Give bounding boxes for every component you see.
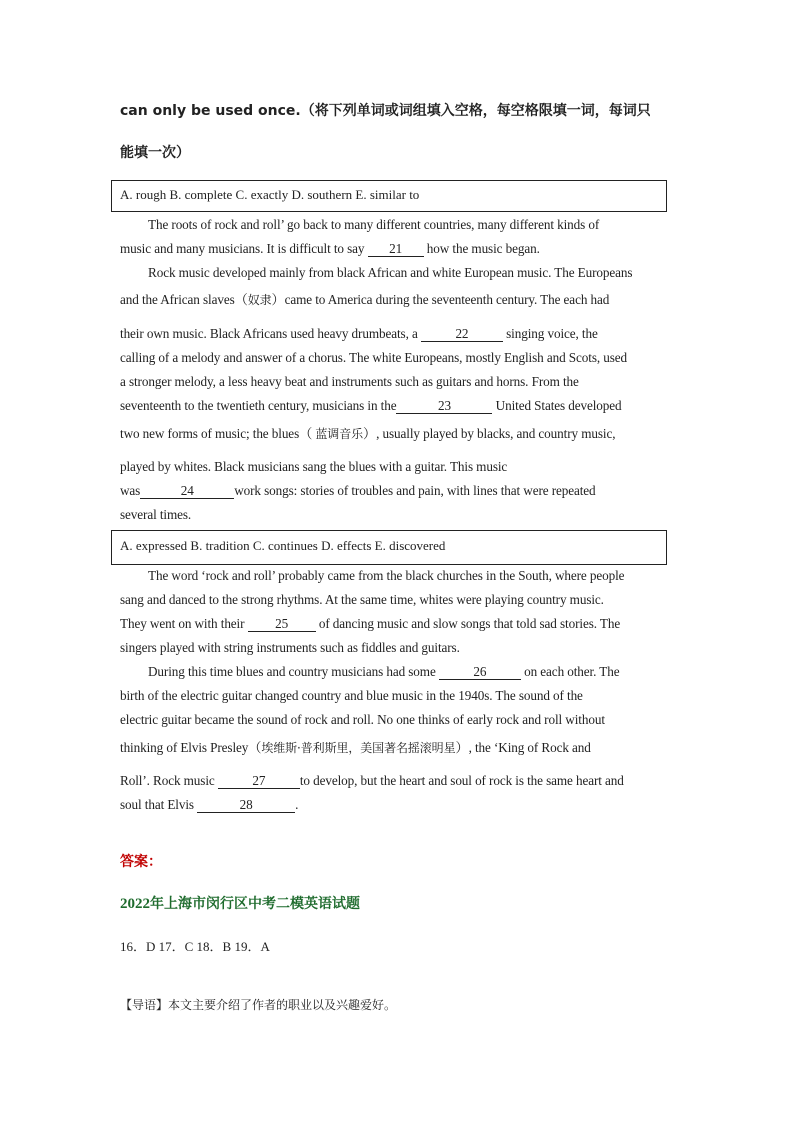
p2-line-3: their own music. Black Africans used heavy drumbeats, a 22 singing voice, the — [120, 326, 598, 341]
blank-21[interactable]: 21 — [368, 242, 424, 257]
p4-line-1: During this time blues and country musicians had some 26 on each other. The — [148, 664, 620, 679]
word-box-2-options: A. expressed B. tradition C. continues D. effects E. discovered — [120, 538, 446, 553]
p2-line-6: seventeenth to the twentieth century, musicians in the 23 United States developed — [120, 398, 622, 413]
p4-line-2: birth of the electric guitar changed country and blue music in the 1940s. The sound of the — [120, 688, 583, 703]
p4-line-4: thinking of Elvis Presley（埃维斯·普利斯里，美国著名摇滚明星）, the ‘King of Rock and — [120, 740, 591, 755]
blank-27[interactable]: 27 — [218, 774, 300, 789]
p4-line-3: electric guitar became the sound of rock and roll. No one thinks of early rock and roll without — [120, 712, 605, 727]
blank-25[interactable]: 25 — [248, 617, 316, 632]
p4-line-6: soul that Elvis 28 . — [120, 797, 299, 812]
p2-line-2: and the African slaves（奴隶）came to America during the seventeenth century. The each had — [120, 292, 610, 307]
exam-title: 2022年上海市闵行区中考二模英语试题 — [120, 896, 360, 912]
blank-28[interactable]: 28 — [197, 798, 295, 813]
guide-text: 【导语】本文主要介绍了作者的职业以及兴趣爱好。 — [120, 998, 397, 1012]
p2-line-7: two new forms of music; the blues（ 蓝调音乐）, usually played by blacks, and country music, — [120, 426, 616, 441]
p3-line-4: singers played with string instruments such as fiddles and guitars. — [120, 640, 460, 655]
p2-line-5: a stronger melody, a less heavy beat and instruments such as guitars and horns. From the — [120, 374, 579, 389]
p2-line-1: Rock music developed mainly from black African and white European music. The Europeans — [148, 265, 633, 280]
blank-26[interactable]: 26 — [439, 665, 521, 680]
instruction-line-1: can only be used once.（将下列单词或词组填入空格，每空格限填一词，每词只 — [120, 103, 651, 119]
blank-24[interactable]: 24 — [140, 484, 234, 499]
p3-line-2: sang and danced to the strong rhythms. At the same time, whites were playing country music. — [120, 592, 604, 607]
word-box-2 — [111, 530, 667, 565]
blank-23[interactable]: 23 — [396, 399, 492, 414]
p1-line-2: music and many musicians. It is difficult to say 21 how the music began. — [120, 241, 540, 256]
blank-22[interactable]: 22 — [421, 327, 503, 342]
word-box-1 — [111, 180, 667, 212]
instruction-line-2: 能填一次） — [120, 145, 190, 161]
p2-line-4: calling of a melody and answer of a chorus. The white Europeans, mostly English and Scots, used — [120, 350, 628, 365]
p2-line-9: was 24 work songs: stories of troubles and pain, with lines that were repeated — [120, 483, 596, 498]
word-box-1-options: A. rough B. complete C. exactly D. southern E. similar to — [120, 187, 420, 202]
answer-label: 答案： — [120, 854, 162, 870]
p1-line-1: The roots of rock and roll’ go back to many different countries, many different kinds of — [148, 217, 600, 232]
p2-line-8: played by whites. Black musicians sang the blues with a guitar. This music — [120, 459, 508, 474]
p3-line-3: They went on with their 25 of dancing music and slow songs that told sad stories. The — [120, 616, 621, 631]
p3-line-1: The word ‘rock and roll’ probably came from the black churches in the South, where people — [148, 568, 625, 583]
p4-line-5: Roll’. Rock music 27 to develop, but the heart and soul of rock is the same heart and — [120, 773, 624, 788]
answer-key: 16．D 17．C 18．B 19．A — [120, 939, 270, 954]
p2-line-10: several times. — [120, 507, 192, 522]
